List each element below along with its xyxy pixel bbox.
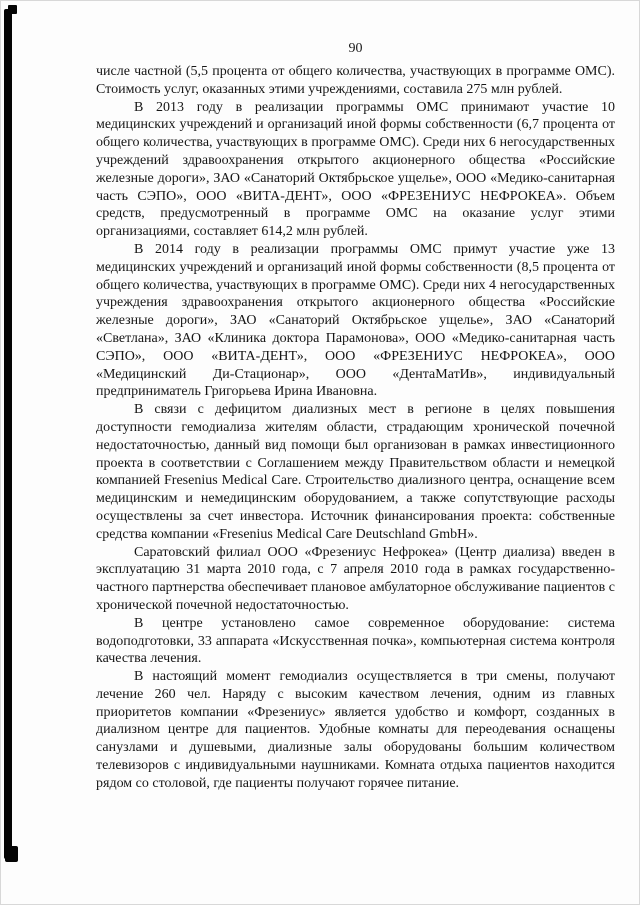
paragraph-dialysis-project: В связи с дефицитом диализных мест в регионе в целях повышения доступности гемодиализа жителям области, страдающим хронической почечной недостаточностью, данный вид помощи был организован в рамках инвестиционного проекта в соответствии с Соглашением между Правительством области и немецкой компанией Fresenius Medical Care. Строительство диализного центра, оснащение всем медицинским и немедицинским оборудованием, а также сопутствующие расходы осуществлены за счет инвестора. Источник финансирования проекта: собственные средства компании «Fresenius Medical Care Deutschland GmbH». (96, 402, 615, 542)
paragraph-2014-oms: В 2014 году в реализации программы ОМС примут участие уже 13 медицинских учреждений и организаций иной формы собственности (8,5 процента от общего количества, участвующих в программе ОМС). Среди них 4 негосударственных учреждения здравоохранения открытого акционерного общества «Российские железные дороги», ЗАО «Санаторий Октябрьское ущелье», ЗАО «Санаторий «Светлана», ЗАО «Клиника доктора Парамонова», ООО «Медико-санитарная часть СЭПО», ООО «ВИТА-ДЕНТ», ООО «ФРЕЗЕНИУС НЕФРОКЕА», ООО «Медицинский Ди-Стационар», ООО «ДентаМатИв», индивидуальный предприниматель Григорьева Ирина Ивановна. (96, 241, 615, 400)
paragraph-saratov-branch: Саратовский филиал ООО «Фрезениус Нефрокеа» (Центр диализа) введен в эксплуатацию 31 марта 2010 года, с 7 апреля 2010 года в рамках государственно-частного партнерства обеспечивает плановое амбулаторное обслуживание пациентов с хронической почечной недостаточностью. (96, 544, 615, 613)
scan-artifact-left-bar (4, 9, 12, 859)
page-number: 90 (348, 41, 363, 56)
scan-artifact-bottom-mark (5, 846, 18, 862)
paragraph-equipment: В центре установлено самое современное оборудование: система водоподготовки, 33 аппарата «Искусственная почка», компьютерная система контроля качества лечения. (96, 615, 615, 667)
scan-artifact-top-mark (8, 5, 17, 14)
paragraph-2013-oms: В 2013 году в реализации программы ОМС принимают участие 10 медицинских учреждений и организаций иной формы собственности (6,7 процента от общего количества, участвующих в программе ОМС). Среди них 6 негосударственных учреждений здравоохранения открытого акционерного общества «Российские железные дороги», ЗАО «Санаторий Октябрьское ущелье», ООО «Медико-санитарная часть СЭПО», ООО «ВИТА-ДЕНТ», ООО «ФРЕЗЕНИУС НЕФРОКЕА». Объем средств, предусмотренный в программе ОМС на оказание услуг этими организациями, составляет 614,2 млн рублей. (96, 99, 615, 240)
paragraph-continuation: числе частной (5,5 процента от общего количества, участвующих в программе ОМС). Стоимость услуг, оказанных этими учреждениями, составила 275 млн рублей. (96, 64, 615, 97)
paragraph-hemodialysis-shifts: В настоящий момент гемодиализ осуществляется в три смены, получают лечение 260 чел. Наряду с высоким качеством лечения, одним из главных приоритетов компании «Фрезениус» является удобство и комфорт, созданных в диализном центре для пациентов. Удобные комнаты для переодевания оснащены санузлами и душевыми, диализные залы оборудованы большим количеством телевизоров с индивидуальными наушниками. Комната отдыха пациентов находится рядом со столовой, где пациенты получают горячее питание. (96, 669, 615, 791)
page-text-block (96, 63, 615, 793)
